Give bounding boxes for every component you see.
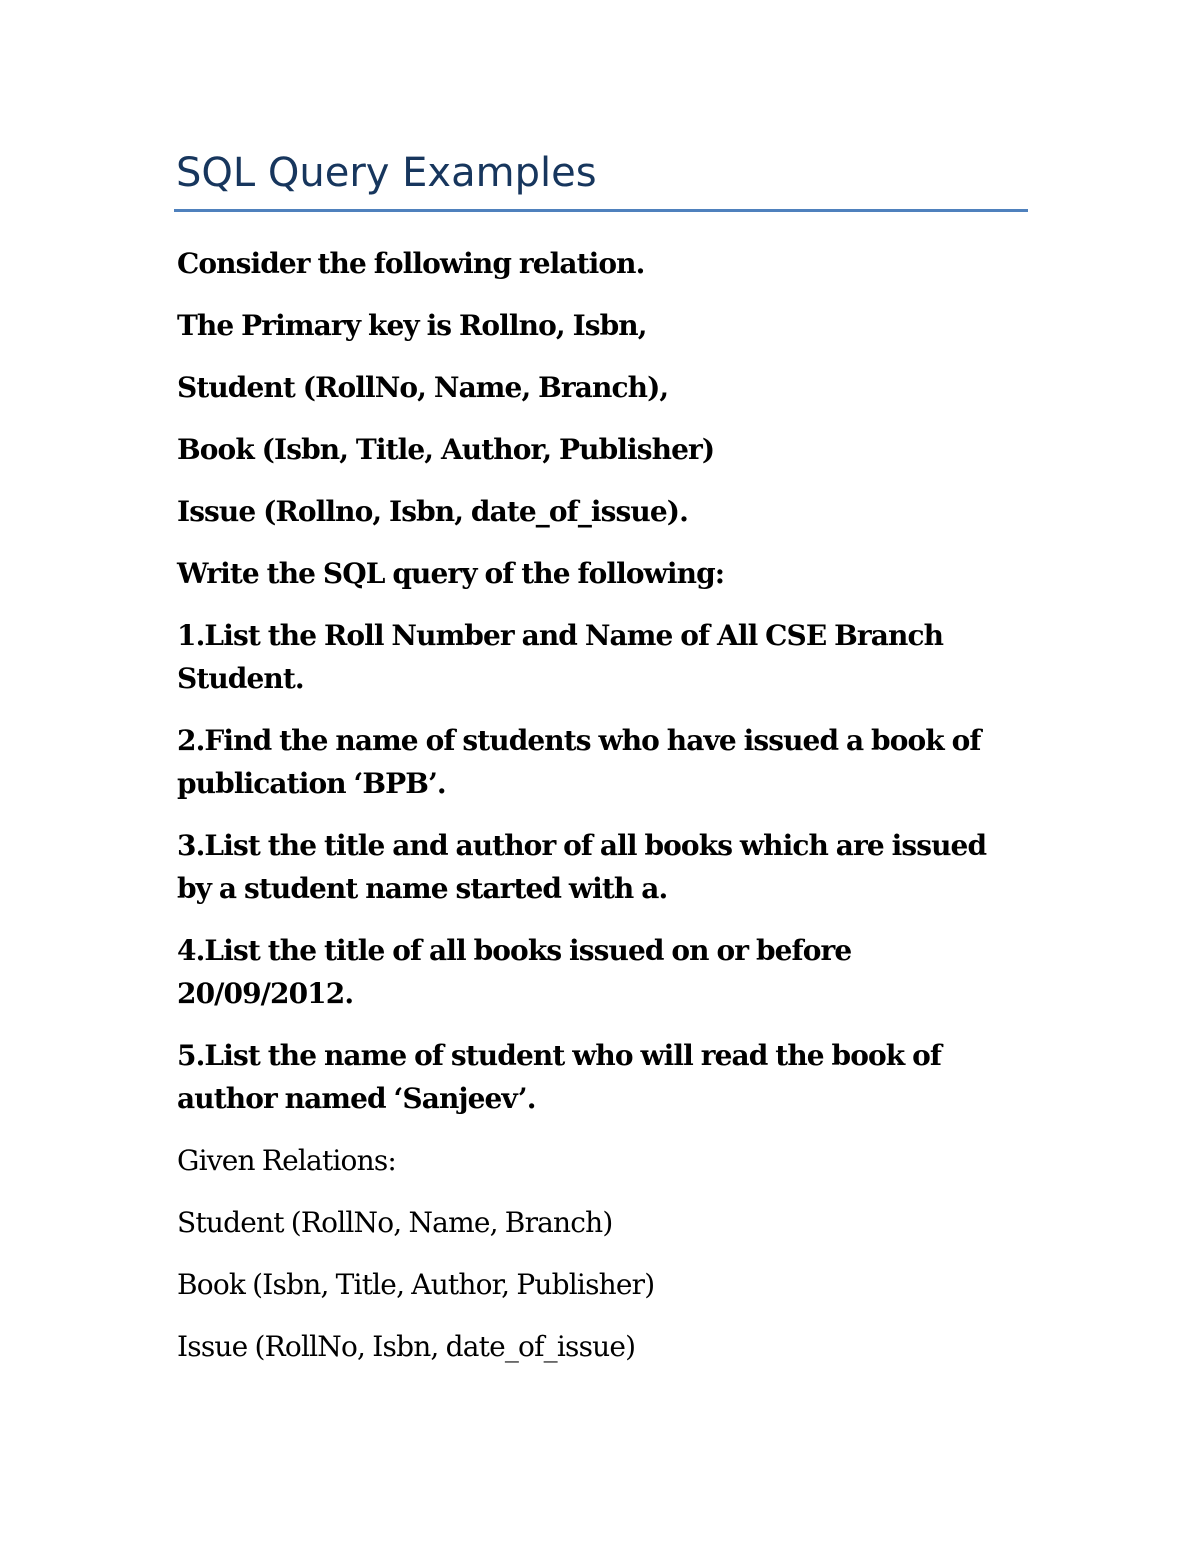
relation-line: Student (RollNo, Name, Branch): [177, 1206, 613, 1239]
page-title: SQL Query Examples: [176, 150, 597, 196]
question-item: 2.Find the name of students who have issued a book of publication ‘BPB’.: [177, 724, 981, 800]
intro-line: The Primary key is Rollno, Isbn,: [177, 309, 647, 342]
title-underline: [174, 209, 1028, 212]
intro-line: Book (Isbn, Title, Author, Publisher): [177, 433, 715, 466]
question-item: 1.List the Roll Number and Name of All CSE Branch Student.: [177, 619, 944, 695]
intro-line: Issue (Rollno, Isbn, date_of_issue).: [177, 495, 688, 528]
instruction-line: Write the SQL query of the following:: [177, 557, 725, 590]
intro-line: Consider the following relation.: [177, 247, 645, 280]
relation-line: Issue (RollNo, Isbn, date_of_issue): [177, 1330, 636, 1363]
intro-line: Student (RollNo, Name, Branch),: [177, 371, 669, 404]
given-relations-heading: Given Relations:: [177, 1144, 397, 1177]
relation-line: Book (Isbn, Title, Author, Publisher): [177, 1268, 655, 1301]
question-item: 5.List the name of student who will read the book of author named ‘Sanjeev’.: [177, 1039, 942, 1115]
question-item: 4.List the title of all books issued on or before 20/09/2012.: [177, 934, 852, 1010]
question-item: 3.List the title and author of all books which are issued by a student name started with a.: [177, 829, 987, 905]
document-body: [177, 242, 1017, 1387]
